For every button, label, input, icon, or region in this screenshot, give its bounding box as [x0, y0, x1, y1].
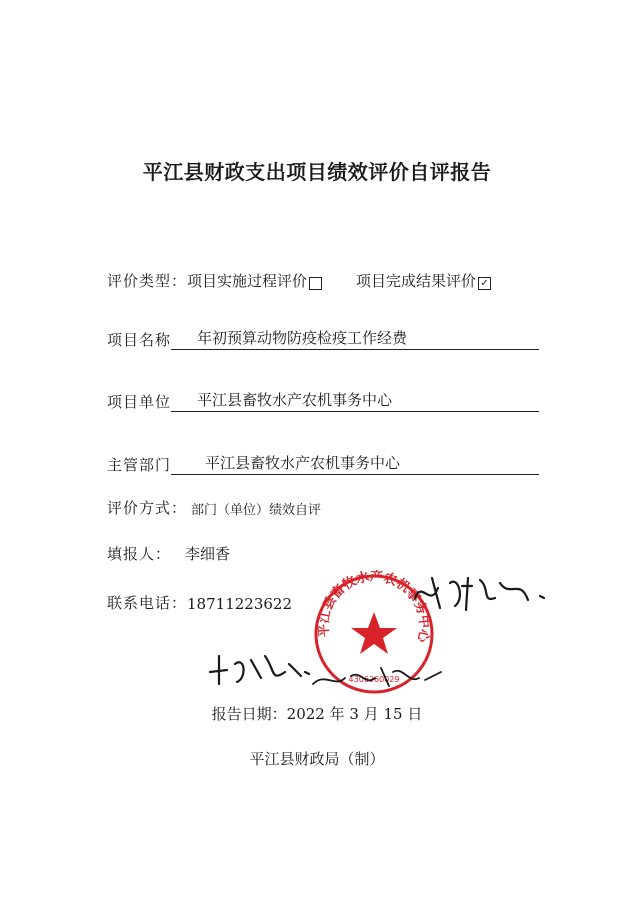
seal-text: 平江县畜牧水产农机事务中心 [316, 570, 432, 644]
checkbox-process[interactable] [309, 277, 322, 290]
eval-type-option-process: 项目实施过程评价 [187, 272, 308, 290]
page-title: 平江县财政支出项目绩效评价自评报告 [142, 160, 492, 184]
handwritten-signature-bottom [205, 642, 455, 694]
project-name-value: 年初预算动物防疫检疫工作经费 [197, 329, 408, 347]
checkbox-result[interactable]: ✓ [478, 277, 491, 290]
issuer: 平江县财政局（制） [249, 750, 385, 768]
eval-method-label: 评价方式： [107, 499, 188, 517]
filler-row [107, 543, 230, 564]
project-unit-value: 平江县畜牧水产农机事务中心 [197, 391, 393, 409]
phone-value: 18711223622 [187, 595, 292, 613]
eval-type-option-result: 项目完成结果评价 [356, 272, 477, 290]
filler-label: 填报人： [107, 545, 172, 563]
filler-value: 李细香 [185, 545, 231, 563]
project-name-row [107, 327, 539, 350]
eval-type-row [107, 270, 491, 291]
project-unit-underline [171, 389, 539, 412]
phone-label: 联系电话： [107, 594, 188, 612]
report-date: 报告日期：2022 年 3 月 15 日 [211, 705, 423, 723]
project-unit-row [107, 389, 539, 412]
supervisor-row [107, 452, 539, 475]
supervisor-label: 主管部门 [107, 456, 172, 474]
phone-row [107, 592, 292, 613]
supervisor-value: 平江县畜牧水产农机事务中心 [205, 454, 401, 472]
eval-type-label: 评价类型： [107, 272, 188, 290]
handwritten-signature-top [410, 568, 560, 618]
eval-method-value: 部门（单位）绩效自评 [191, 503, 322, 518]
eval-method-row [107, 497, 321, 518]
project-unit-label: 项目单位 [107, 393, 172, 411]
project-name-label: 项目名称 [107, 331, 172, 349]
seal-code: 4306260029 [348, 675, 400, 684]
supervisor-underline [171, 452, 539, 475]
project-name-underline [171, 327, 539, 350]
